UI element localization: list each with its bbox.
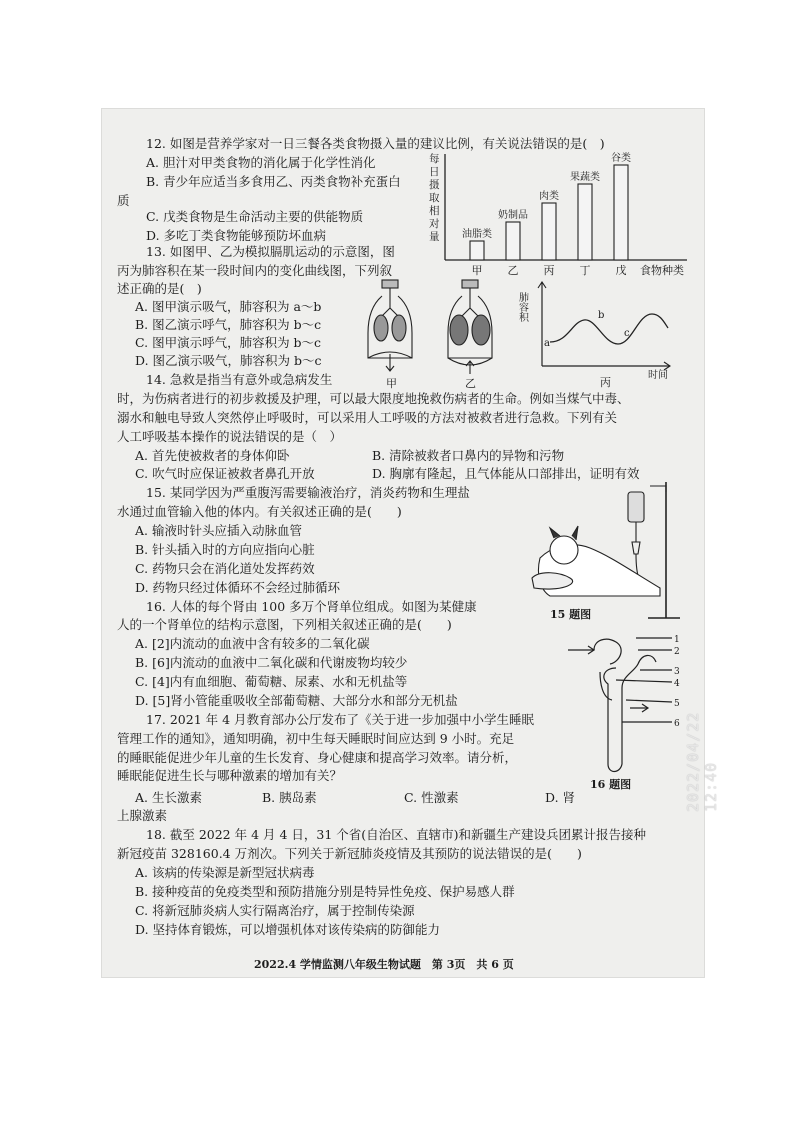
bell-jar-jia [368, 280, 412, 371]
fig-label-jia: 甲 [386, 377, 397, 390]
q16-option-d: D. [5]肾小管能重吸收全部葡萄糖、大部分水和部分无机盐 [135, 693, 458, 708]
q13-option-b: B. 图乙演示呼气，肺容积为 b～c [135, 317, 322, 332]
q12-option-d: D. 多吃丁类食物能够预防坏血病 [146, 228, 327, 243]
x-axis-label: 食物种类 [640, 264, 684, 277]
point-c: c [624, 328, 630, 339]
point-b: b [598, 310, 605, 321]
bar-丁 [578, 184, 592, 260]
bar-label-丙: 肉类 [539, 191, 559, 202]
q16-option-c: C. [4]内有血细胞、葡萄糖、尿素、水和无机盐等 [135, 674, 408, 689]
q14-line1: 14. 急救是指当有意外或急病发生 [146, 372, 333, 387]
bar-丙 [542, 203, 556, 260]
q12-option-b-cont: 质 [117, 193, 130, 208]
q18-option-c: C. 将新冠肺炎病人实行隔离治疗，属于控制传染源 [135, 903, 415, 918]
page-footer: 2022.4 学情监测八年级生物试题 第 3页 共 6 页 [254, 958, 514, 971]
y-axis-label-char: 摄 [429, 179, 440, 191]
q14-option-c: C. 吹气时应保证被救者鼻孔开放 [135, 466, 315, 481]
y-axis-label-char: 每 [429, 153, 440, 165]
y-axis-label-char: 量 [429, 231, 440, 243]
category-戊: 戊 [615, 264, 627, 277]
q18-line1: 18. 截至 2022 年 4 月 4 日，31 个省(自治区、直辖市)和新疆生产建设兵团累计报告接种 [146, 827, 647, 842]
q15-line2: 水通过血管输入他的体内。有关叙述正确的是( ) [117, 504, 402, 519]
q13-option-c: C. 图甲演示呼气，肺容积为 b～c [135, 335, 322, 350]
y-axis-label-char: 日 [429, 166, 440, 178]
label-5: 5 [674, 699, 680, 709]
bar-label-甲: 油脂类 [462, 229, 492, 240]
q16-option-b: B. [6]内流动的血液中二氧化碳和代谢废物均较少 [135, 655, 408, 670]
label-1: 1 [674, 635, 680, 645]
y-axis-label-char: 对 [429, 218, 440, 230]
category-乙: 乙 [507, 264, 519, 277]
q12-option-a: A. 胆汁对甲类食物的消化属于化学性消化 [146, 155, 376, 170]
label-6: 6 [674, 719, 680, 729]
q17-line2: 管理工作的通知》，通知明确，初中生每天睡眠时间应达到 9 小时。充足 [117, 731, 515, 746]
label-3: 3 [674, 667, 680, 677]
collecting-duct [622, 655, 656, 688]
drip-chamber [632, 522, 640, 554]
nephron-figure [560, 628, 690, 794]
q17-option-c: C. 性激素 [404, 790, 459, 805]
q15-option-b: B. 针头插入时的方向应指向心脏 [135, 542, 315, 557]
q17-line1: 17. 2021 年 4 月教育部办公厅发布了《关于进一步加强中小学生睡眠 [146, 712, 535, 727]
photo-timestamp: 2022/04/22 12:40 [684, 711, 720, 812]
q13-stem-line2: 丙为肺容积在某一段时间内的变化曲线图，下列叙 [117, 263, 393, 278]
renal-tubule [604, 668, 622, 772]
fig-label-yi: 乙 [465, 377, 476, 390]
q18-line2: 新冠疫苗 328160.4 万剂次。下列关于新冠肺炎疫情及其预防的说法错误的是( ) [117, 846, 582, 861]
curve-ylabel: 肺容积 [516, 292, 528, 322]
q16-option-a: A. [2]内流动的血液中含有较多的二氧化碳 [135, 636, 370, 651]
label-2: 2 [674, 647, 680, 657]
category-丙: 丙 [543, 264, 555, 277]
q18-option-d: D. 坚持体育锻炼，可以增强机体对该传染病的防御能力 [135, 922, 441, 937]
patient-head [550, 536, 578, 564]
q13-option-a: A. 图甲演示吸气，肺容积为 a～b [135, 299, 322, 314]
q17-option-d: D. 肾 [545, 790, 576, 805]
q14-line2: 时，为伤病者进行的初步救援及护理，可以最大限度地挽救伤病者的生命。例如当煤气中毒、 [117, 391, 630, 406]
q14-line4: 人工呼吸基本操作的说法错误的是（ ） [117, 429, 343, 444]
q16-line2: 人的一个肾单位的结构示意图，下列相关叙述正确的是( ) [117, 617, 452, 632]
iv-stand-hook [650, 486, 666, 492]
q15-option-a: A. 输液时针头应插入动脉血管 [135, 523, 302, 538]
q14-option-a: A. 首先使被救者的身体仰卧 [135, 448, 290, 463]
q18-option-b: B. 接种疫苗的免疫类型和预防措施分别是特异性免疫、保护易感人群 [135, 884, 515, 899]
y-axis-label-char: 相 [429, 205, 440, 217]
q17-option-b: B. 胰岛素 [262, 790, 317, 805]
q13-stem-line1: 13. 如图甲、乙为模拟膈肌运动的示意图，图 [146, 244, 395, 259]
bar-甲 [470, 241, 484, 260]
bar-label-丁: 果蔬类 [570, 172, 600, 183]
bar-label-戊: 谷类 [611, 153, 631, 164]
point-a: a [544, 338, 550, 349]
q12-option-b: B. 青少年应适当多食用乙、丙类食物补充蛋白 [146, 174, 401, 189]
category-丁: 丁 [579, 264, 591, 277]
curve-xlabel: 时间 [648, 370, 668, 381]
q13-stem-line3: 述正确的是( ) [117, 281, 202, 296]
q15-line1: 15. 某同学因为严重腹泻需要输液治疗，消炎药物和生理盐 [146, 485, 470, 500]
q15-option-c: C. 药物只会在消化道处发挥药效 [135, 561, 315, 576]
glomerulus [594, 639, 621, 664]
bar-label-乙: 奶制品 [498, 210, 528, 221]
iv-infusion-figure [520, 478, 695, 628]
lung-volume-line [550, 314, 668, 344]
y-axis-label [429, 152, 440, 243]
bell-jar-figures [360, 278, 510, 390]
q16-line1: 16. 人体的每个肾由 100 多万个肾单位组成。如图为某健康 [146, 599, 477, 614]
bell-jar-yi [448, 280, 492, 374]
iv-bottle [628, 492, 644, 522]
q12-stem: 12. 如图是营养学家对一日三餐各类食物摄入量的建议比例，有关说法错误的是( ) [146, 136, 605, 151]
bar-戊 [614, 165, 628, 260]
fig-label-bing: 丙 [600, 376, 611, 389]
q15-option-d: D. 药物只经过体循环不会经过肺循环 [135, 580, 341, 595]
q18-option-a: A. 该病的传染源是新型冠状病毒 [135, 865, 315, 880]
y-axis-label-char: 取 [429, 192, 440, 204]
q17-line4: 睡眠能促进生长与哪种激素的增加有关？ [117, 768, 343, 783]
q17-line3: 的睡眠能促进少年儿童的生长发育、身心健康和提高学习效率。请分析， [117, 750, 518, 765]
food-intake-bar-chart [425, 150, 695, 280]
fig15-label: 15 题图 [550, 608, 592, 621]
q14-option-b: B. 清除被救者口鼻内的异物和污物 [372, 448, 565, 463]
label-4: 4 [674, 679, 680, 689]
q14-option-d: D. 胸廓有隆起，且气体能从口部排出，证明有效 [372, 466, 640, 481]
q14-line3: 溺水和触电导致人突然停止呼吸时，可以采用人工呼吸的方法对被救者进行急救。下列有关 [117, 410, 618, 425]
q12-option-c: C. 戊类食物是生命活动主要的供能物质 [146, 209, 364, 224]
category-甲: 甲 [471, 264, 483, 277]
bar-乙 [506, 222, 520, 260]
q17-option-d-cont: 上腺激素 [117, 808, 168, 823]
lung-volume-curve [516, 278, 690, 398]
q13-option-d: D. 图乙演示吸气，肺容积为 b～c [135, 353, 322, 368]
fig16-label: 16 题图 [590, 778, 632, 791]
q17-option-a: A. 生长激素 [135, 790, 202, 805]
